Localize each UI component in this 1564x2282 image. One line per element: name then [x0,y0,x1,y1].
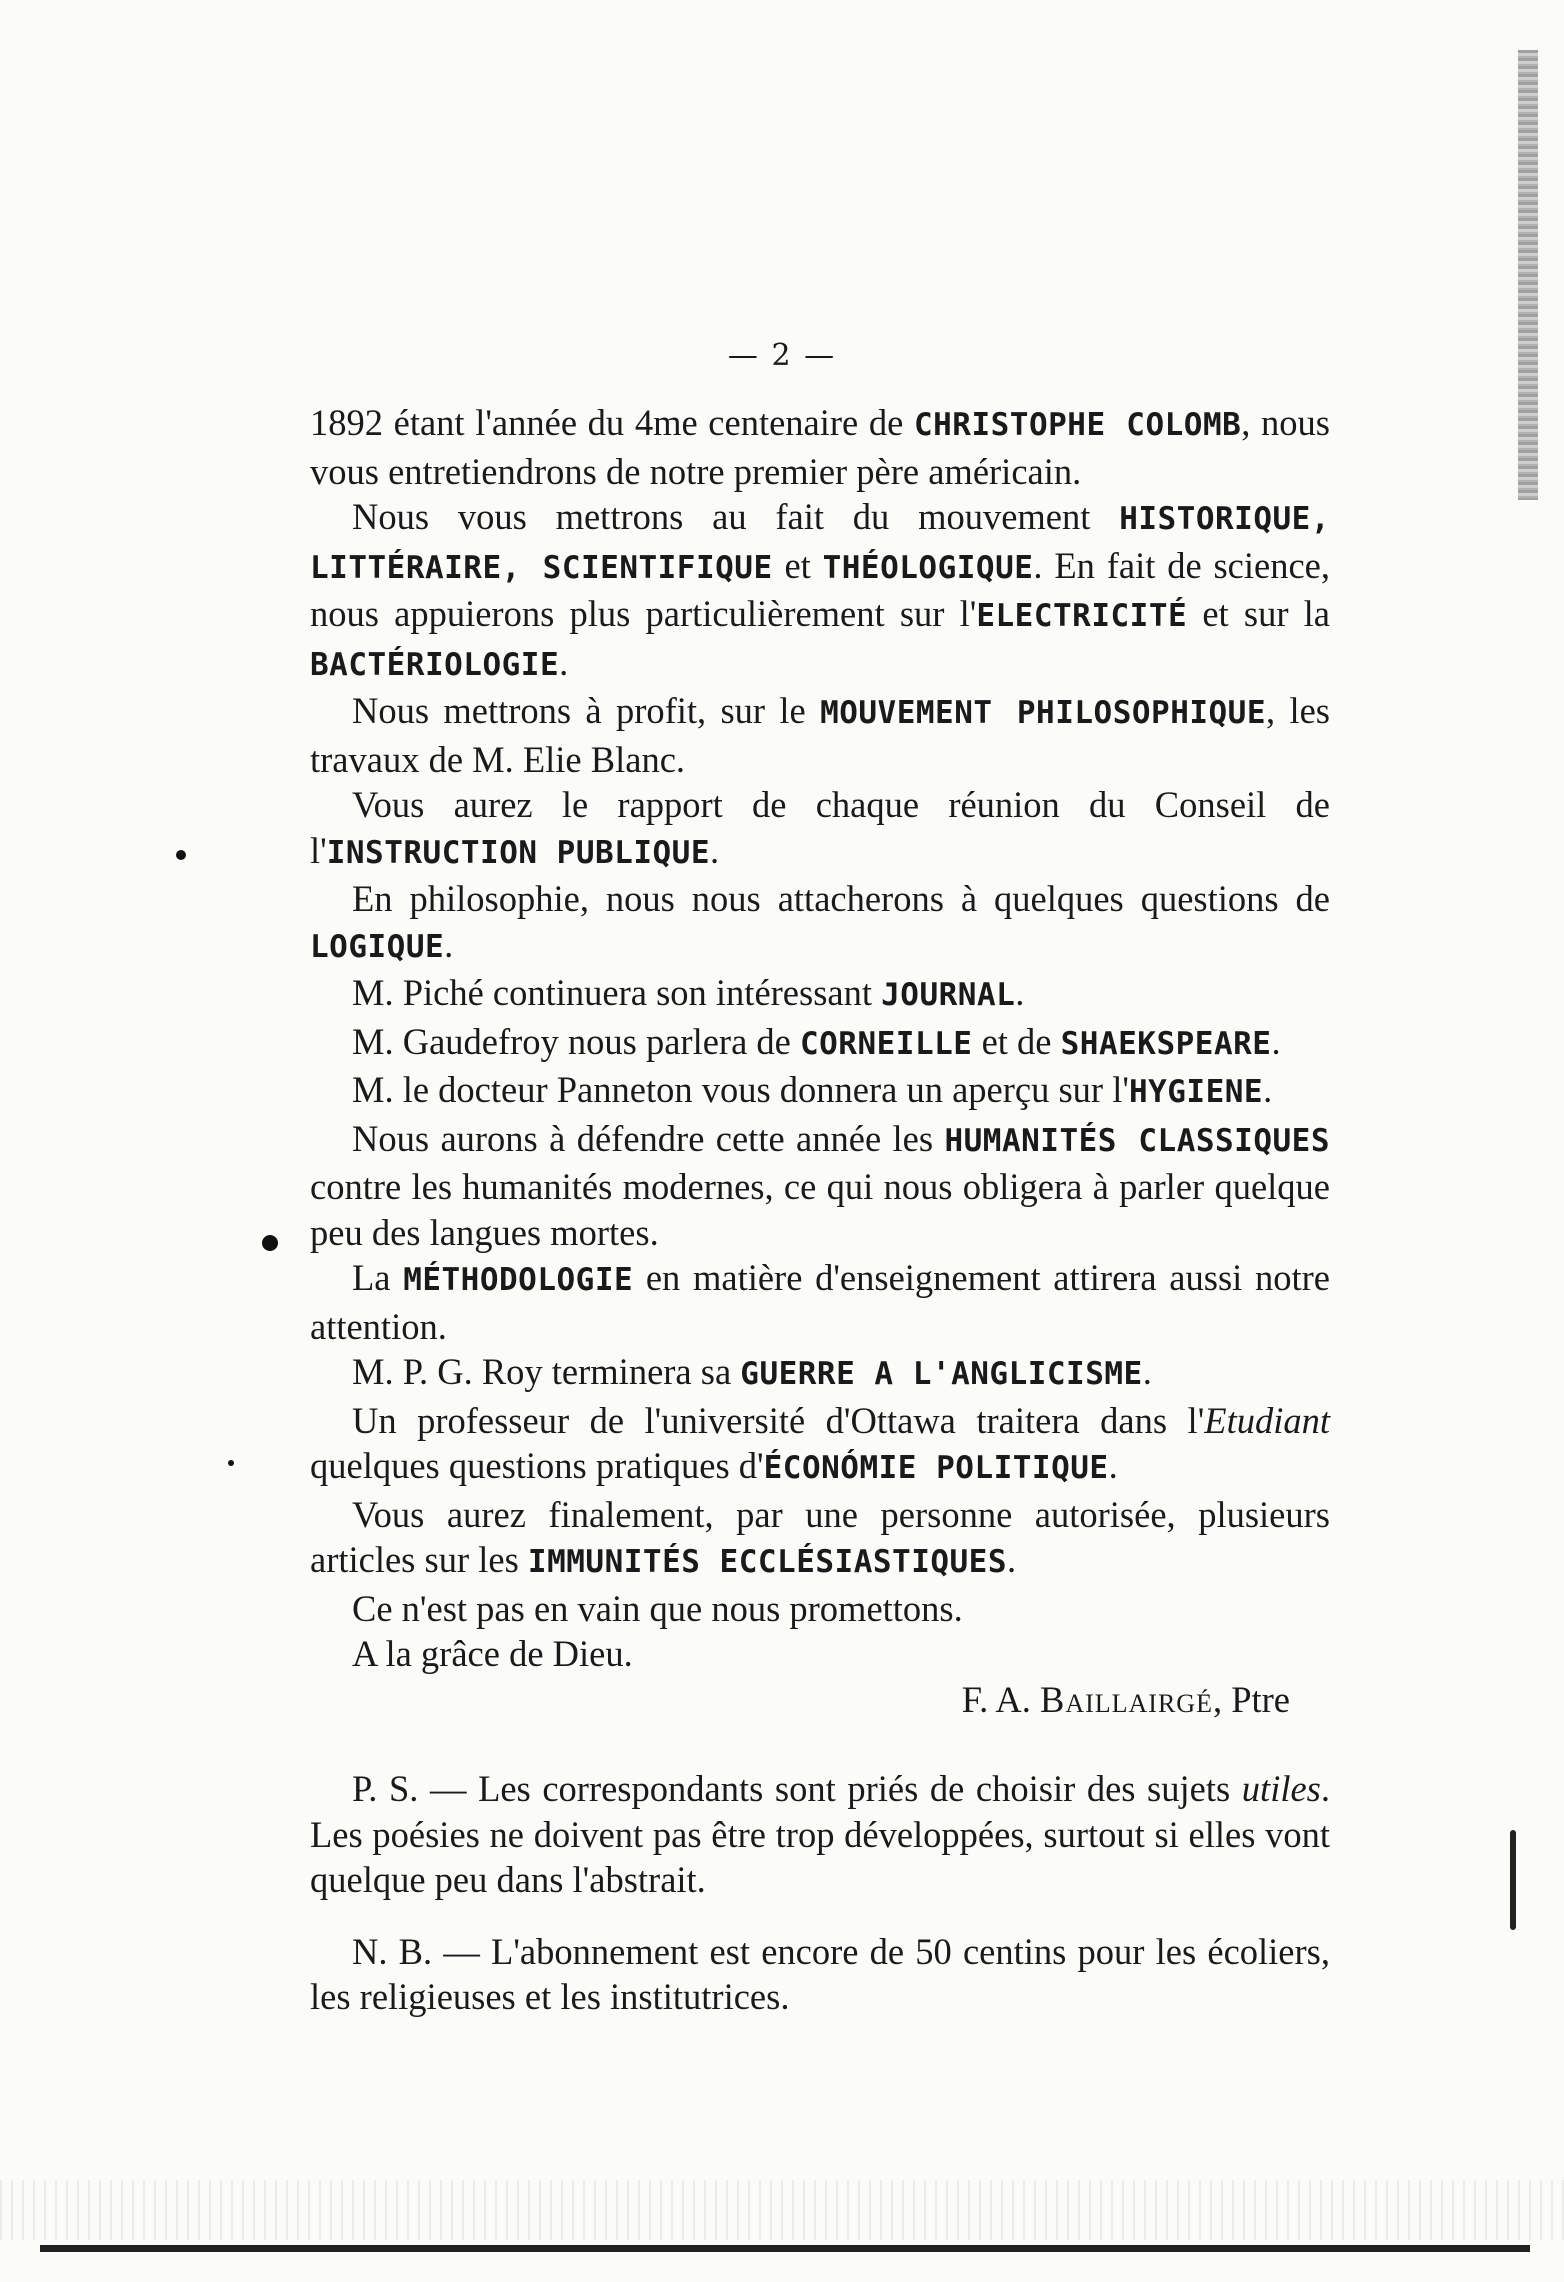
italic-word: utiles [1241,1768,1321,1809]
text: Vous aurez finalement, par une personne autorisée, plusieurs articles sur les [310,1493,1330,1580]
text: . [1263,1069,1273,1110]
text: . Les poésies ne doivent pas être trop développées, surtout si elles vont quelque peu dans l'abstrait. [310,1768,1330,1900]
bold-term: JOURNAL [881,977,1016,1013]
bold-term: MÉTHODOLOGIE [403,1262,634,1298]
bold-term: THÉOLOGIQUE [822,549,1034,586]
text: M. P. G. Roy terminera sa [352,1351,741,1392]
text: , nous vous entretiendrons de notre premier père américain. [310,402,1330,492]
paragraph-anglicism [310,1349,1330,1398]
text: contre les humanités modernes, ce qui nous obligera à parler quelque peu des langues mortes. [310,1166,1330,1253]
scan-noise [0,2180,1564,2240]
text: . [1108,1445,1118,1486]
margin-dot [228,1460,234,1466]
bold-term: GUERRE A L'ANGLICISME [740,1356,1143,1392]
text: L'abonnement est encore de 50 centins pour les écoliers, les religieuses et les institutrices. [310,1930,1330,2017]
paragraph-economy [310,1398,1330,1492]
bold-term: MOUVEMENT PHILOSOPHIQUE [820,695,1267,731]
paragraph-public-instruction [310,782,1330,876]
signature-name: Baillairgé [1039,1678,1213,1720]
bold-term: HISTORIQUE, LITTÉRAIRE, SCIENTIFIQUE [310,501,1330,586]
paragraph-methodology [310,1255,1330,1349]
paragraph-immunities [310,1492,1330,1586]
paragraph-promise: Ce n'est pas en vain que nous promettons. [352,1587,963,1629]
nota-bene-label: N. B. — [352,1930,492,1972]
paragraph-philosophy-movement [310,688,1330,782]
page-number: — 2 — [727,338,837,373]
text: Nous aurons à défendre cette année les [352,1117,945,1159]
document-body [310,400,1330,2020]
text: Nous mettrons à profit, sur le [352,690,821,731]
bold-term: ÉCONÓMIE POLITIQUE [763,1450,1109,1486]
text: . [1015,972,1025,1013]
bold-term: CORNEILLE [799,1025,973,1062]
paragraph-centenary [310,400,1330,494]
bold-term: IMMUNITÉS ECCLÉSIASTIQUES [527,1544,1008,1580]
bold-term: HYGIENE [1128,1074,1264,1110]
text: et sur la [1187,593,1330,634]
paragraph-humanities [310,1116,1330,1256]
paragraph-corneille [310,1019,1330,1068]
text: . [559,641,569,683]
text: La [352,1257,404,1298]
bold-term: SHAEKSPEARE [1060,1025,1272,1062]
paragraph-blessing: A la grâce de Dieu. [352,1633,633,1674]
text: Vous aurez le rapport de chaque réunion du Conseil de l' [310,784,1330,871]
text: quelques questions pratiques d' [310,1445,764,1486]
text: Nous vous mettrons au fait du mouvement [352,496,1120,537]
postscript [310,1766,1330,1903]
text: En philosophie, nous nous attacherons à quelques questions de [352,878,1330,919]
text: et [772,544,823,586]
margin-dot [262,1235,278,1251]
text: . [1271,1020,1281,1062]
text: . [1142,1351,1152,1392]
bold-term: LOGIQUE [310,928,445,965]
text: . [1007,1539,1017,1580]
signature [310,1677,1330,1723]
text: et de [972,1020,1061,1062]
signature-initials: F. A. [961,1678,1040,1720]
bold-term: BACTÉRIOLOGIE [310,646,560,683]
signature-suffix: , Ptre [1212,1678,1290,1720]
text: en matière d'enseignement attirera aussi notre attention. [310,1257,1330,1347]
paragraph-movements [310,494,1330,688]
paragraph-journal [310,970,1330,1019]
text: . En fait de science, nous appuierons plus particulièrement sur l' [310,544,1330,634]
text: M. Piché continuera son intéressant [352,972,882,1013]
bold-term: ELECTRICITÉ [976,598,1188,634]
postscript-label: P. S. — [352,1768,479,1809]
text: M. Gaudefroy nous parlera de [352,1020,800,1062]
text: . [444,923,454,965]
bold-term: CHRISTOPHE COLOMB [913,407,1242,443]
italic-title: Etudiant [1204,1399,1330,1441]
paragraph-logic [310,876,1330,970]
paragraph-hygiene [310,1067,1330,1116]
text: , les travaux de M. Elie Blanc. [310,690,1331,780]
bold-term: INSTRUCTION PUBLIQUE [326,834,710,871]
bottom-edge-rule [40,2245,1530,2252]
text: Un professeur de l'université d'Ottawa traitera dans l' [352,1399,1205,1441]
text: . [710,829,720,871]
text: M. le docteur Panneton vous donnera un aperçu sur l' [352,1069,1129,1110]
text: Les correspondants sont priés de choisir des sujets [478,1768,1242,1809]
bold-term: HUMANITÉS CLASSIQUES [944,1122,1330,1159]
margin-dot [176,850,186,860]
margin-bracket-mark [1510,1830,1516,1930]
text: 1892 étant l'année du 4me centenaire de [310,402,914,443]
nota-bene [310,1929,1330,2020]
scan-edge-artifact [1518,50,1538,500]
